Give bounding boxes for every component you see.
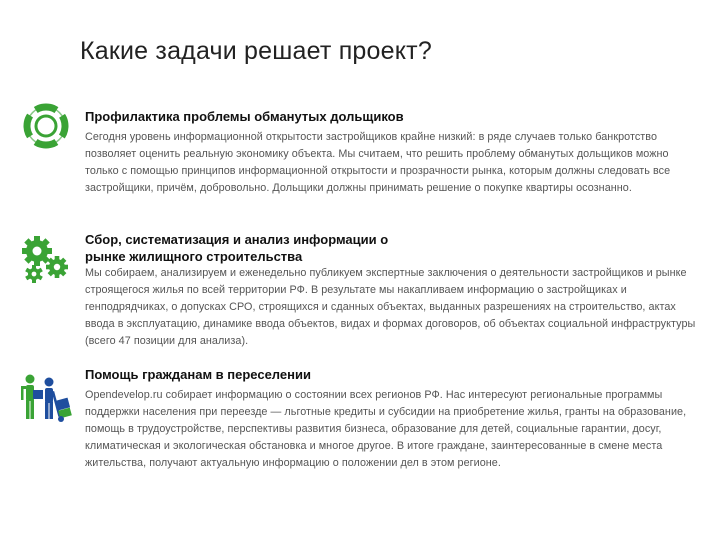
lifebuoy-icon — [23, 103, 69, 154]
section-heading: Сбор, систематизация и анализ информации о рынке жилищного строительства — [85, 232, 389, 264]
movers-icon — [19, 373, 75, 428]
section-body: Сегодня уровень информационной открытости застройщиков крайне низкий: в ряде случаев только банкротство позволяет оценить реальную экономику объекта. Мы считаем, что решить проблему обманутых дольщиков можно только с помощью принципов информационной открытости и прозрачности рынка, которым должны следовать все застройщики, причём, добровольно. Дольщики должны принимать решение о покупке квартиры осознанно. — [85, 131, 671, 194]
section-body: Мы собираем, анализируем и еженедельно публикуем экспертные заключения о деятельности застройщиков и рынке строящегося жилья по всей территории РФ. В результате мы накапливаем информацию о застройщиках и генподрядчиках, о допусках СРО, строящихся и сданных объектах, выданных разрешениях на строительство, актах ввода в эксплуатацию, динамике ввода объектов, видах и формах договоров, об объектах социальной инфраструктуры (всего 47 позиции для анализа). — [85, 267, 696, 347]
section-heading: Помощь гражданам в переселении — [85, 367, 311, 382]
section-body: Opendevelop.ru собирает информацию о состоянии всех регионов РФ. Нас интересуют региональные программы поддержки населения при переезде — льготные кредиты и субсидии на приобретение жилья, гранты на образование, помощь в трудоустройстве, перспективы развития бизнеса, образование для детей, социальные гарантии, досуг, климатическая и экологическая обстановка и многое другое. В итоге граждане, заинтересованные в смене места жительства, получают актуальную информацию о положении дел в этом регионе. — [85, 389, 687, 469]
gears-icon — [17, 233, 73, 290]
slide-title: Какие задачи решает проект? — [80, 37, 432, 65]
section-heading: Профилактика проблемы обманутых дольщиков — [85, 109, 404, 124]
section-analysis — [85, 231, 415, 265]
section-prevention — [85, 108, 700, 197]
section-relocation — [85, 366, 700, 472]
section-analysis-body — [85, 261, 700, 350]
